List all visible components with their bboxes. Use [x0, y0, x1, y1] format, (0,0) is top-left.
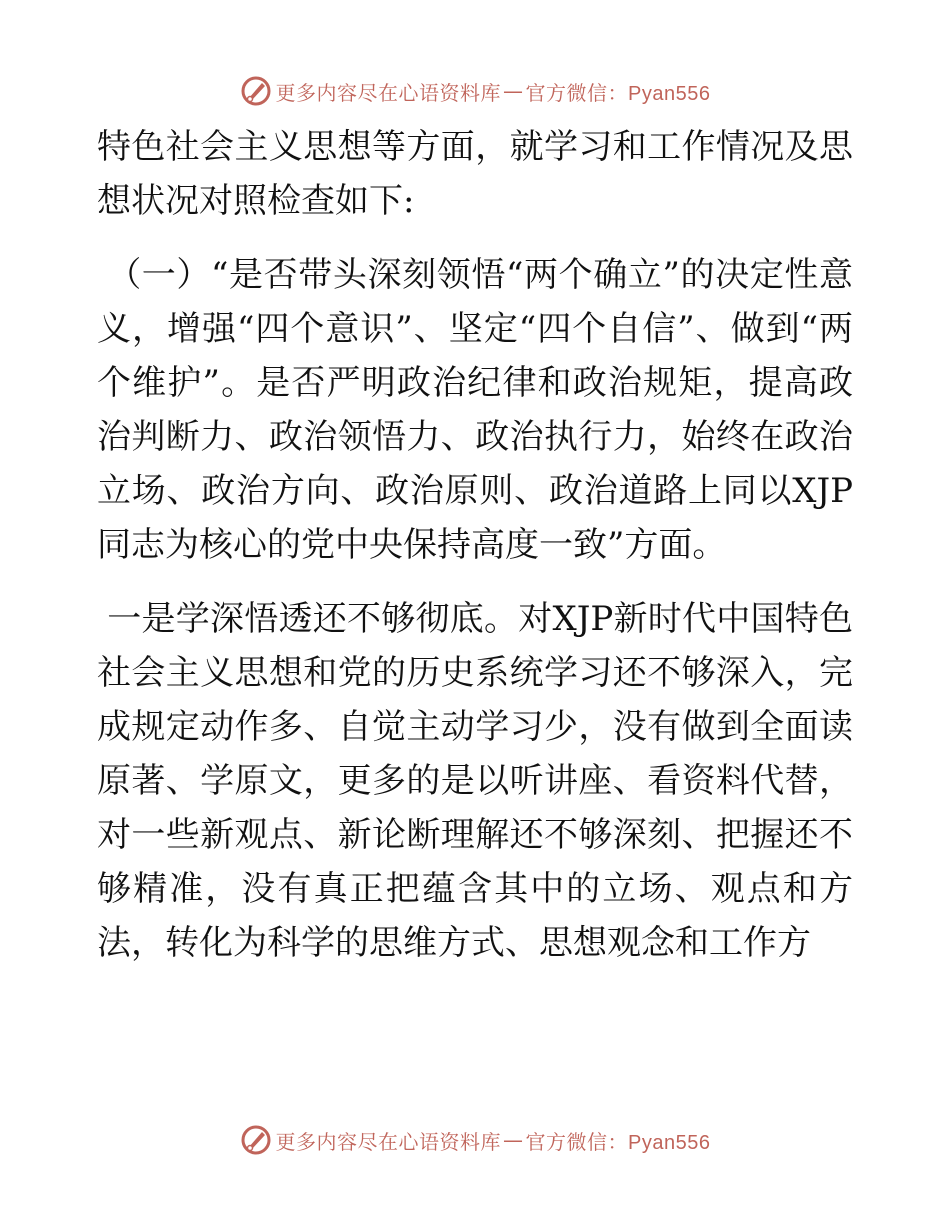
pen-logo-icon — [240, 75, 272, 107]
watermark-text: 更多内容尽在心语资料库 — [275, 1129, 502, 1154]
pen-logo-icon — [240, 1124, 272, 1156]
body-text — [97, 120, 853, 970]
watermark-contact: 官方微信：Pyan556 — [525, 1131, 711, 1154]
paragraph: （一）“是否带头深刻领悟“两个确立”的决定性意义，增强“四个意识”、坚定“四个自信”、做到“两个维护”。是否严明政治纪律和政治规矩，提高政治判断力、政治领悟力、政治执行力，始终在政治立场、政治方向、政治原则、政治道路上同以XJP同志为核心的党中央保持高度一致”方面。 — [97, 255, 853, 565]
header-watermark — [0, 71, 950, 111]
watermark-text: 更多内容尽在心语资料库 — [275, 80, 502, 105]
watermark-separator: — — [503, 79, 524, 103]
paragraph: 特色社会主义思想等方面，就学习和工作情况及思想状况对照检查如下: — [97, 127, 853, 221]
watermark-separator: — — [503, 1128, 524, 1152]
paragraph: 一是学深悟透还不够彻底。对XJP新时代中国特色社会主义思想和党的历史系统学习还不够深入，完成规定动作多、自觉主动学习少，没有做到全面读原著、学原文，更多的是以听讲座、看资料代替，对一些新观点、新论断理解还不够深刻、把握还不够精准，没有真正把蕴含其中的立场、观点和方法，转化为科学的思维方式、思想观念和工作方 — [97, 599, 853, 963]
watermark-contact: 官方微信：Pyan556 — [525, 82, 711, 105]
footer-watermark — [0, 1120, 950, 1160]
